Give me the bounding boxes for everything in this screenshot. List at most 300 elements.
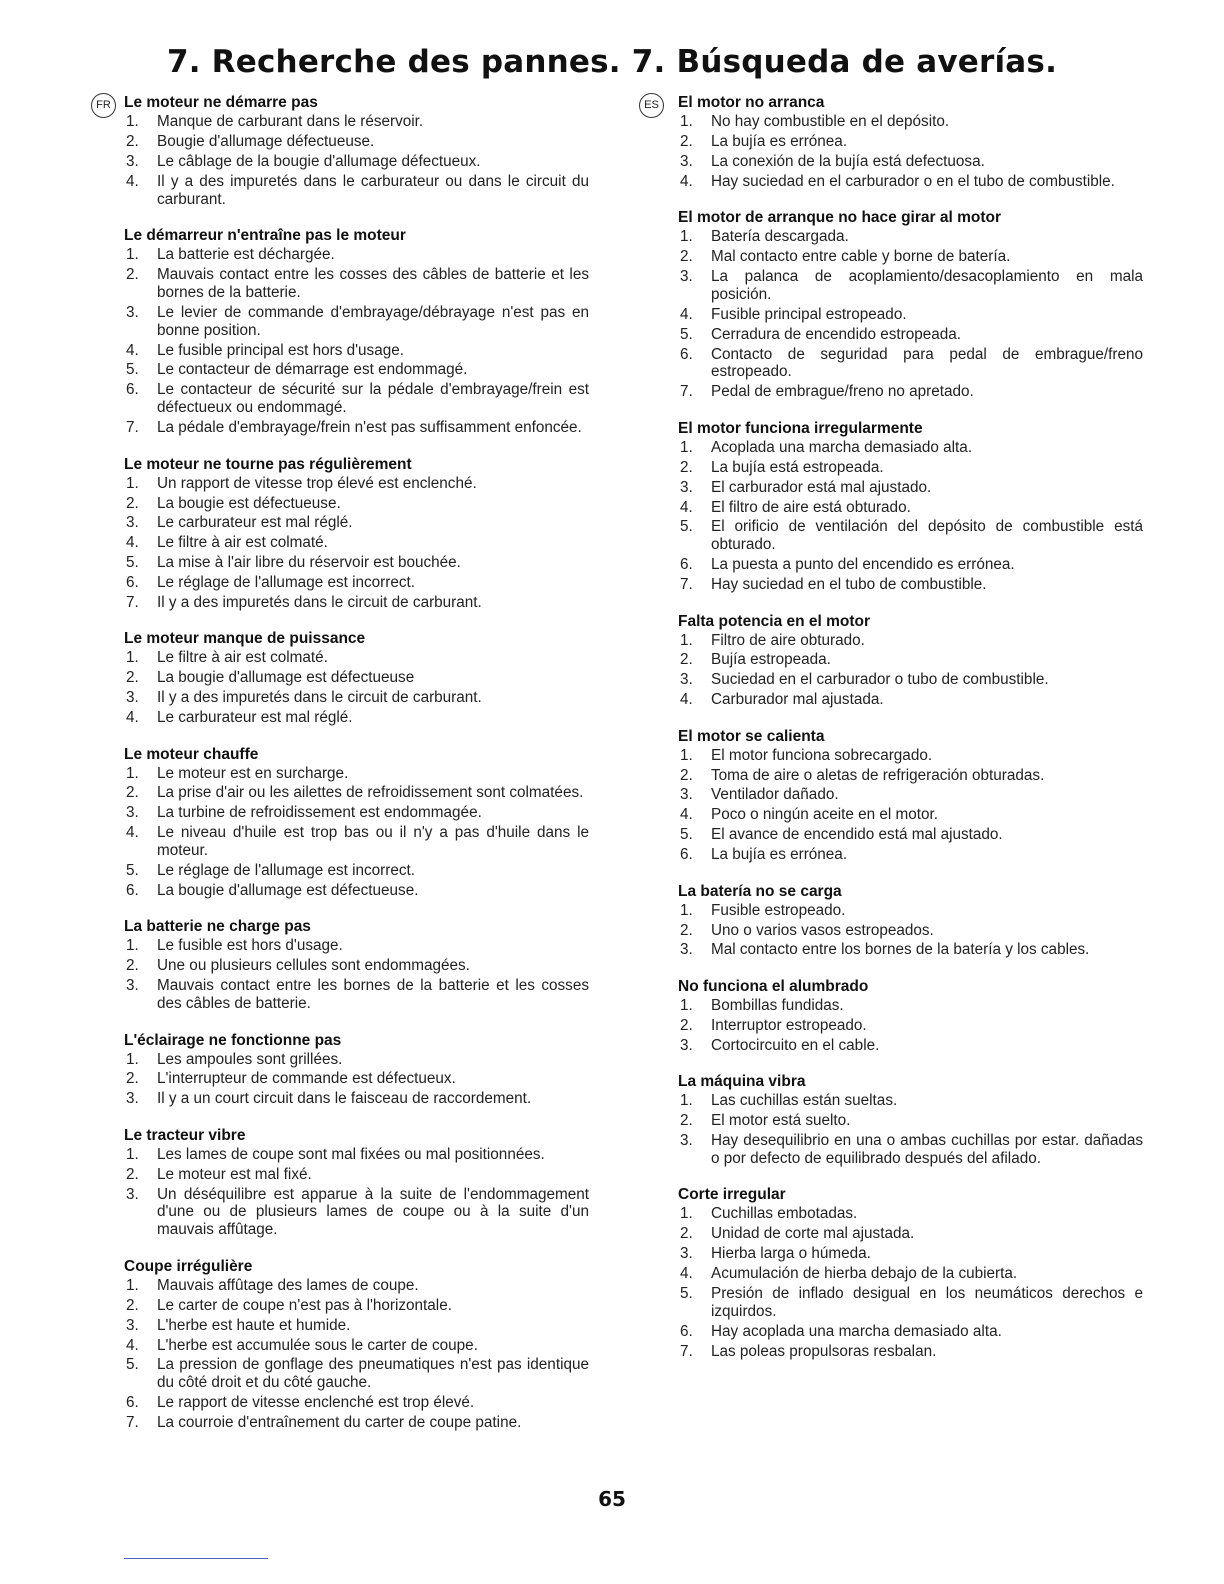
cause-item: [124, 1356, 589, 1392]
item-number: 5.: [126, 1356, 139, 1374]
cause-item: [678, 1245, 1143, 1263]
item-text: Le carburateur est mal réglé.: [157, 709, 353, 727]
cause-list: [678, 439, 1143, 594]
item-text: L'herbe est haute et humide.: [157, 1316, 351, 1334]
cause-item: [678, 997, 1143, 1015]
cause-item: [124, 977, 589, 1013]
item-text: La batterie est déchargée.: [157, 246, 335, 264]
item-number: 5.: [680, 325, 693, 343]
item-number: 5.: [126, 361, 139, 379]
item-number: 6.: [680, 556, 693, 574]
page-number: 65: [598, 1487, 626, 1511]
cause-list: [124, 765, 589, 900]
language-badge-fr: FR: [91, 93, 116, 118]
item-number: 1.: [126, 474, 139, 492]
troubleshooting-section: [124, 630, 589, 727]
cause-list: [678, 997, 1143, 1055]
item-number: 7.: [680, 576, 693, 594]
item-number: 2.: [126, 669, 139, 687]
item-number: 2.: [126, 1296, 139, 1314]
item-number: 6.: [126, 1394, 139, 1412]
item-number: 3.: [126, 1185, 139, 1203]
cause-list: [124, 649, 589, 727]
cause-item: [678, 786, 1143, 804]
cause-item: [678, 1205, 1143, 1223]
cause-item: [124, 246, 589, 264]
item-text: Il y a un court circuit dans le faisceau de raccordement.: [157, 1090, 532, 1108]
troubleshooting-section: [124, 94, 589, 209]
section-heading: El motor funciona irregularmente: [678, 419, 923, 437]
item-text: La conexión de la bujía está defectuosa.: [711, 152, 985, 170]
cause-item: [678, 691, 1143, 709]
item-number: 1.: [126, 1145, 139, 1163]
item-number: 7.: [126, 594, 139, 612]
item-number: 2.: [680, 1225, 693, 1243]
item-text: Ventilador dañado.: [711, 786, 839, 804]
cause-list: [678, 113, 1143, 191]
item-number: 2.: [680, 1016, 693, 1034]
item-text: Le carburateur est mal réglé.: [157, 514, 353, 532]
cause-item: [678, 248, 1143, 266]
troubleshooting-section: [678, 1073, 1143, 1168]
troubleshooting-section: [678, 1186, 1143, 1360]
item-text: La pression de gonflage des pneumatiques n'est pas identique du côté droit et du côté gauche.: [157, 1356, 589, 1392]
item-text: Toma de aire o aletas de refrigeración obturadas.: [711, 766, 1045, 784]
item-text: La puesta a punto del encendido es errónea.: [711, 556, 1015, 574]
item-text: Bujía estropeada.: [711, 651, 831, 669]
item-text: Contacto de seguridad para pedal de embrague/freno estropeado.: [711, 345, 1143, 381]
cause-item: [678, 1225, 1143, 1243]
item-number: 2.: [126, 265, 139, 283]
cause-item: [678, 651, 1143, 669]
cause-item: [124, 361, 589, 379]
section-heading: Le moteur ne tourne pas régulièrement: [124, 455, 412, 473]
item-number: 3.: [680, 671, 693, 689]
cause-item: [678, 1343, 1143, 1361]
section-heading: No funciona el alumbrado: [678, 977, 869, 995]
cause-item: [678, 173, 1143, 191]
item-text: Unidad de corte mal ajustada.: [711, 1225, 915, 1243]
section-heading: La batterie ne charge pas: [124, 918, 311, 936]
item-number: 2.: [680, 248, 693, 266]
item-number: 2.: [126, 957, 139, 975]
cause-item: [124, 689, 589, 707]
item-text: Le fusible principal est hors d'usage.: [157, 341, 404, 359]
troubleshooting-section: [678, 728, 1143, 864]
item-text: Le contacteur de démarrage est endommagé.: [157, 361, 468, 379]
cause-list: [124, 1051, 589, 1109]
item-number: 6.: [126, 381, 139, 399]
cause-item: [124, 554, 589, 572]
item-number: 2.: [126, 1165, 139, 1183]
item-number: 6.: [680, 846, 693, 864]
item-number: 1.: [126, 764, 139, 782]
item-text: Le moteur est en surcharge.: [157, 764, 349, 782]
cause-item: [124, 1146, 589, 1164]
item-number: 3.: [680, 1244, 693, 1262]
item-text: Pedal de embrague/freno no apretado.: [711, 383, 974, 401]
item-text: Bougie d'allumage défectueuse.: [157, 132, 375, 150]
item-number: 2.: [126, 132, 139, 150]
cause-item: [678, 767, 1143, 785]
item-text: Cortocircuito en el cable.: [711, 1036, 880, 1054]
item-text: Il y a des impuretés dans le carburateur ou dans le circuit du carburant.: [157, 172, 589, 208]
item-text: La pédale d'embrayage/frein n'est pas suffisamment enfoncée.: [157, 419, 582, 437]
cause-item: [124, 957, 589, 975]
cause-item: [124, 1051, 589, 1069]
item-number: 1.: [680, 631, 693, 649]
item-number: 2.: [126, 1070, 139, 1088]
cause-item: [678, 826, 1143, 844]
troubleshooting-section: [124, 1127, 589, 1240]
sections-es: [678, 94, 1143, 1360]
cause-item: [678, 902, 1143, 920]
cause-item: [678, 133, 1143, 151]
item-text: Filtro de aire obturado.: [711, 631, 865, 649]
item-number: 3.: [126, 1316, 139, 1334]
item-number: 3.: [680, 786, 693, 804]
cause-item: [124, 304, 589, 340]
cause-item: [678, 671, 1143, 689]
item-text: Le carter de coupe n'est pas à l'horizontale.: [157, 1296, 452, 1314]
cause-item: [678, 518, 1143, 554]
cause-item: [678, 1017, 1143, 1035]
item-number: 3.: [126, 303, 139, 321]
cause-item: [124, 1166, 589, 1184]
item-number: 1.: [126, 1276, 139, 1294]
item-text: La bougie est défectueuse.: [157, 494, 341, 512]
cause-item: [124, 495, 589, 513]
cause-item: [678, 346, 1143, 382]
cause-item: [678, 1323, 1143, 1341]
cause-list: [678, 228, 1143, 401]
item-text: Le levier de commande d'embrayage/débrayage n'est pas en bonne position.: [157, 303, 589, 339]
troubleshooting-section: [124, 456, 589, 612]
cause-item: [124, 266, 589, 302]
item-number: 7.: [680, 383, 693, 401]
item-text: Las poleas propulsoras resbalan.: [711, 1342, 937, 1360]
cause-item: [124, 594, 589, 612]
item-text: El avance de encendido está mal ajustado.: [711, 826, 1003, 844]
item-text: Poco o ningún aceite en el motor.: [711, 806, 939, 824]
item-number: 1.: [680, 1205, 693, 1223]
section-heading: Le tracteur vibre: [124, 1126, 246, 1144]
item-text: Le câblage de la bougie d'allumage défectueux.: [157, 152, 481, 170]
section-heading: Falta potencia en el motor: [678, 612, 871, 630]
item-text: Hierba larga o húmeda.: [711, 1244, 871, 1262]
item-text: El orificio de ventilación del depósito de combustible está obturado.: [711, 518, 1143, 554]
item-number: 6.: [680, 345, 693, 363]
cause-item: [124, 1414, 589, 1432]
item-text: Mauvais contact entre les cosses des câbles de batterie et les bornes de la batterie.: [157, 265, 589, 301]
cause-item: [124, 765, 589, 783]
cause-item: [678, 479, 1143, 497]
item-number: 1.: [126, 937, 139, 955]
item-number: 4.: [126, 824, 139, 842]
cause-item: [124, 1337, 589, 1355]
item-number: 1.: [680, 228, 693, 246]
item-number: 7.: [680, 1342, 693, 1360]
cause-list: [678, 1092, 1143, 1168]
column-spanish: [644, 94, 1143, 1379]
item-number: 1.: [126, 649, 139, 667]
cause-item: [124, 804, 589, 822]
cause-item: [124, 1090, 589, 1108]
cause-item: [124, 649, 589, 667]
item-text: Le réglage de l'allumage est incorrect.: [157, 574, 416, 592]
item-number: 4.: [680, 1264, 693, 1282]
item-number: 2.: [680, 458, 693, 476]
item-number: 3.: [680, 267, 693, 285]
item-number: 1.: [680, 438, 693, 456]
item-number: 7.: [126, 419, 139, 437]
item-number: 2.: [680, 921, 693, 939]
item-number: 2.: [680, 132, 693, 150]
item-number: 6.: [126, 882, 139, 899]
item-text: L'interrupteur de commande est défectueux.: [157, 1070, 456, 1088]
item-text: Carburador mal ajustada.: [711, 691, 884, 709]
item-text: L'herbe est accumulée sous le carter de coupe.: [157, 1336, 478, 1354]
cause-item: [678, 113, 1143, 131]
cause-item: [124, 153, 589, 171]
item-number: 6.: [126, 574, 139, 592]
troubleshooting-section: [678, 94, 1143, 191]
cause-list: [678, 747, 1143, 864]
cause-item: [678, 153, 1143, 171]
item-number: 2.: [680, 651, 693, 669]
cause-item: [124, 937, 589, 955]
section-heading: Le moteur manque de puissance: [124, 630, 366, 648]
cause-item: [124, 1317, 589, 1335]
item-text: La turbine de refroidissement est endommagée.: [157, 804, 482, 822]
cause-item: [678, 439, 1143, 457]
troubleshooting-section: [124, 1258, 589, 1432]
troubleshooting-section: [124, 918, 589, 1013]
item-text: Le niveau d'huile est trop bas ou il n'y a pas d'huile dans le moteur.: [157, 824, 589, 860]
cause-item: [678, 326, 1143, 344]
page-title: 7. Recherche des pannes. 7. Búsqueda de averías.: [166, 44, 1058, 80]
cause-item: [678, 556, 1143, 574]
item-text: Mal contacto entre los bornes de la batería y los cables.: [711, 941, 1090, 959]
item-number: 4.: [126, 534, 139, 552]
cause-item: [124, 419, 589, 437]
item-text: Il y a des impuretés dans le circuit de carburant.: [157, 689, 482, 707]
cause-item: [678, 499, 1143, 517]
item-text: Une ou plusieurs cellules sont endommagées.: [157, 957, 470, 975]
cause-list: [678, 1205, 1143, 1360]
troubleshooting-section: [678, 883, 1143, 960]
item-text: Acumulación de hierba debajo de la cubierta.: [711, 1264, 1018, 1282]
item-number: 3.: [126, 977, 139, 995]
item-text: Un déséquilibre est apparue à la suite de l'endommagement d'une ou de plusieurs lames de coupe ou à la suite d'un mauvais affûtage.: [157, 1185, 589, 1239]
item-number: 4.: [126, 709, 139, 727]
cause-item: [678, 1285, 1143, 1321]
cause-item: [678, 1037, 1143, 1055]
cause-item: [124, 1070, 589, 1088]
item-number: 5.: [680, 826, 693, 844]
cause-item: [124, 1297, 589, 1315]
cause-item: [678, 922, 1143, 940]
item-text: Le filtre à air est colmaté.: [157, 649, 328, 667]
cause-item: [678, 941, 1143, 959]
cause-item: [678, 1092, 1143, 1110]
item-text: Cuchillas embotadas.: [711, 1205, 858, 1223]
item-text: Mal contacto entre cable y borne de batería.: [711, 248, 1011, 266]
cause-item: [124, 574, 589, 592]
item-number: 4.: [680, 172, 693, 190]
cause-item: [678, 576, 1143, 594]
cause-item: [678, 1265, 1143, 1283]
item-text: La bujía es errónea.: [711, 846, 848, 864]
item-text: Las cuchillas están sueltas.: [711, 1092, 898, 1110]
item-text: La mise à l'air libre du réservoir est bouchée.: [157, 554, 461, 572]
item-text: Les ampoules sont grillées.: [157, 1050, 343, 1068]
section-heading: La batería no se carga: [678, 882, 842, 900]
cause-item: [124, 173, 589, 209]
item-text: Les lames de coupe sont mal fixées ou mal positionnées.: [157, 1145, 545, 1163]
item-number: 3.: [680, 1131, 693, 1149]
item-number: 4.: [680, 806, 693, 824]
cause-item: [124, 784, 589, 802]
item-text: No hay combustible en el depósito.: [711, 113, 950, 130]
cause-list: [124, 1146, 589, 1240]
item-text: Uno o varios vasos estropeados.: [711, 921, 934, 939]
item-number: 5.: [680, 1284, 693, 1302]
cause-item: [124, 709, 589, 727]
item-number: 1.: [126, 246, 139, 264]
section-heading: Corte irregular: [678, 1186, 786, 1204]
cause-item: [678, 846, 1143, 864]
item-text: Le rapport de vitesse enclenché est trop élevé.: [157, 1394, 475, 1412]
cause-item: [678, 268, 1143, 304]
troubleshooting-section: [678, 978, 1143, 1055]
item-text: Le filtre à air est colmaté.: [157, 534, 328, 552]
cause-list: [124, 475, 589, 612]
item-number: 3.: [680, 1036, 693, 1054]
troubleshooting-section: [678, 420, 1143, 594]
item-text: La bougie d'allumage est défectueuse: [157, 669, 415, 687]
item-number: 4.: [680, 498, 693, 516]
item-text: Le contacteur de sécurité sur la pédale d'embrayage/frein est défectueux ou endommagé.: [157, 381, 589, 417]
item-number: 1.: [680, 746, 693, 764]
section-heading: El motor de arranque no hace girar al motor: [678, 209, 1001, 227]
item-text: Bombillas fundidas.: [711, 996, 844, 1014]
item-number: 3.: [680, 941, 693, 959]
item-text: Hay suciedad en el carburador o en el tubo de combustible.: [711, 172, 1115, 190]
item-text: Presión de inflado desigual en los neumáticos derechos e izquirdos.: [711, 1284, 1143, 1320]
cause-list: [124, 1277, 589, 1432]
section-heading: La máquina vibra: [678, 1073, 806, 1091]
cause-item: [124, 113, 589, 131]
language-badge-es: ES: [639, 93, 664, 118]
item-number: 3.: [126, 514, 139, 532]
cause-item: [124, 1186, 589, 1240]
section-heading: Le moteur ne démarre pas: [124, 94, 318, 111]
item-text: Fusible principal estropeado.: [711, 305, 907, 323]
cause-item: [678, 228, 1143, 246]
item-text: El filtro de aire está obturado.: [711, 498, 911, 516]
cause-item: [678, 306, 1143, 324]
cause-item: [124, 475, 589, 493]
cause-list: [678, 902, 1143, 960]
cause-list: [124, 937, 589, 1013]
cause-item: [124, 133, 589, 151]
item-text: Manque de carburant dans le réservoir.: [157, 113, 424, 130]
item-text: Suciedad en el carburador o tubo de combustible.: [711, 671, 1049, 689]
section-heading: El motor no arranca: [678, 94, 825, 111]
sections-fr: [124, 94, 589, 1432]
cause-item: [678, 1112, 1143, 1130]
item-text: La bougie d'allumage est défectueuse.: [157, 882, 419, 899]
item-text: La palanca de acoplamiento/desacoplamiento en mala posición.: [711, 267, 1143, 303]
item-number: 5.: [126, 862, 139, 880]
item-number: 1.: [126, 1050, 139, 1068]
troubleshooting-section: [678, 613, 1143, 710]
footer-rule: [124, 1558, 268, 1559]
cause-item: [678, 806, 1143, 824]
cause-list: [124, 246, 589, 437]
section-heading: Le moteur chauffe: [124, 745, 259, 763]
cause-item: [124, 882, 589, 900]
item-number: 5.: [126, 554, 139, 572]
item-text: El motor funciona sobrecargado.: [711, 746, 933, 764]
item-number: 3.: [126, 152, 139, 170]
cause-item: [678, 747, 1143, 765]
cause-item: [678, 383, 1143, 401]
section-heading: Coupe irrégulière: [124, 1257, 253, 1275]
troubleshooting-section: [124, 227, 589, 437]
item-number: 3.: [126, 689, 139, 707]
item-text: Hay suciedad en el tubo de combustible.: [711, 576, 987, 594]
item-number: 1.: [126, 113, 139, 130]
item-text: Un rapport de vitesse trop élevé est enclenché.: [157, 474, 477, 492]
item-number: 3.: [680, 152, 693, 170]
troubleshooting-section: [678, 209, 1143, 401]
item-text: Fusible estropeado.: [711, 901, 846, 919]
item-text: La bujía es errónea.: [711, 132, 848, 150]
cause-item: [678, 459, 1143, 477]
item-number: 1.: [680, 996, 693, 1014]
column-french: [96, 94, 589, 1451]
item-text: Le fusible est hors d'usage.: [157, 937, 343, 955]
item-number: 2.: [126, 494, 139, 512]
cause-item: [124, 381, 589, 417]
cause-item: [124, 1277, 589, 1295]
cause-list: [124, 113, 589, 209]
section-heading: L'éclairage ne fonctionne pas: [124, 1031, 342, 1049]
item-number: 4.: [680, 691, 693, 709]
section-heading: Le démarreur n'entraîne pas le moteur: [124, 227, 406, 245]
section-heading: El motor se calienta: [678, 727, 825, 745]
item-text: Interruptor estropeado.: [711, 1016, 867, 1034]
item-number: 2.: [680, 1111, 693, 1129]
cause-item: [678, 1132, 1143, 1168]
item-number: 1.: [680, 901, 693, 919]
item-text: La prise d'air ou les ailettes de refroidissement sont colmatées.: [157, 784, 584, 802]
item-number: 1.: [680, 1092, 693, 1110]
cause-item: [124, 514, 589, 532]
item-text: Il y a des impuretés dans le circuit de carburant.: [157, 594, 482, 612]
troubleshooting-section: [124, 746, 589, 900]
troubleshooting-section: [124, 1032, 589, 1109]
item-number: 4.: [126, 1336, 139, 1354]
item-number: 2.: [680, 766, 693, 784]
item-text: Hay acoplada una marcha demasiado alta.: [711, 1322, 1002, 1340]
item-text: La bujía está estropeada.: [711, 458, 884, 476]
cause-item: [124, 1394, 589, 1412]
item-text: Mauvais contact entre les bornes de la batterie et les cosses des câbles de batterie.: [157, 977, 589, 1013]
item-text: Mauvais affûtage des lames de coupe.: [157, 1276, 419, 1294]
